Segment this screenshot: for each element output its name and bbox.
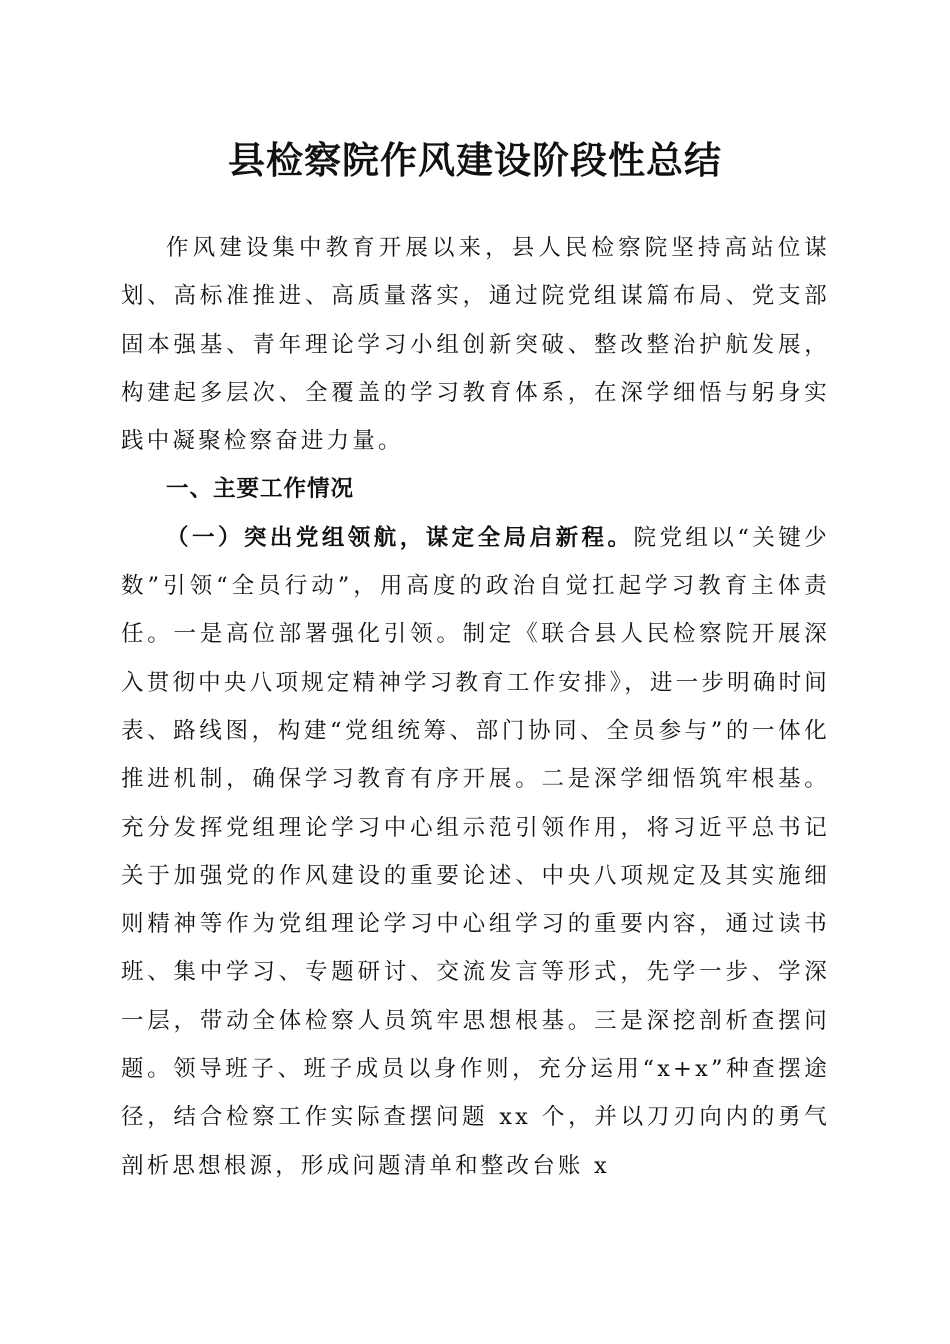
subsection-body-1: 院党组以“关键少数”引领“全员行动”，用高度的政治自觉扛起学习教育主体责任。一是高位部署强化引领。制定《联合县人民检察院开展深入贯彻中央八项规定精神学习教育工作安排》，进一步明确时间表、路线图，构建“党组统筹、部门协同、全员参与”的一体化推进机制，确保学习教育有序开展。二是深学细悟筑牢根基。充分发挥党组理论学习中心组示范引领作用，将习近平总书记关于加强党的作风建设的重要论述、中央八项规定及其实施细则精神等作为党组理论学习中心组学习的重要内容，通过读书班、集中学习、专题研讨、交流发言等形式，先学一步、学深一层，带动全体检察人员筑牢思想根基。三是深挖剖析查摆问题。领导班子、班子成员以身作则，充分运用“x+x”种查摆途径，结合检察工作实际查摆问题 xx 个，并以刀刃向内的勇气剖析思想根源，形成问题清单和整改台账 x (121, 524, 830, 1179)
document-body (121, 224, 830, 1190)
document-title: 县检察院作风建设阶段性总结 (228, 138, 722, 182)
section-heading-1: 一、主要工作情况 (166, 476, 355, 503)
subsection-paragraph-1 (121, 514, 830, 1190)
intro-paragraph: 作风建设集中教育开展以来，县人民检察院坚持高站位谋划、高标准推进、高质量落实，通过院党组谋篇布局、党支部固本强基、青年理论学习小组创新突破、整改整治护航发展，构建起多层次、全覆盖的学习教育体系，在深学细悟与躬身实践中凝聚检察奋进力量。 (121, 235, 830, 455)
subsection-heading-1: （一）突出党组领航，谋定全局启新程。 (166, 524, 634, 551)
